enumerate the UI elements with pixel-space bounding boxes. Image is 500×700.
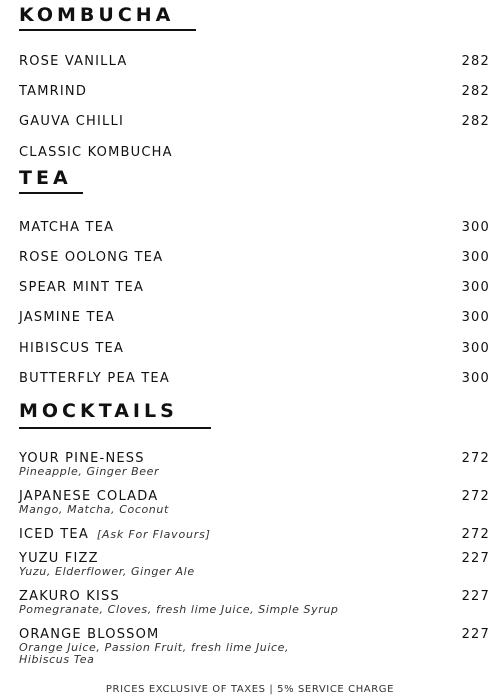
item-name: SPEAR MINT TEA — [19, 280, 145, 295]
menu-item — [19, 489, 490, 516]
item-price: 300 — [461, 341, 490, 356]
section-title-tea: TEA — [19, 167, 72, 189]
menu-item — [19, 341, 490, 357]
item-description: Pineapple, Ginger Beer — [19, 465, 160, 478]
item-price: 272 — [461, 489, 490, 504]
menu-item — [19, 250, 490, 266]
section-rule-mocktails — [19, 427, 211, 429]
item-description: Orange Juice, Passion Fruit, fresh lime Juice, Hibiscus Tea — [19, 641, 290, 666]
item-name: JASMINE TEA — [19, 310, 116, 325]
item-name — [19, 527, 211, 542]
item-price: 227 — [461, 551, 490, 566]
item-price: 282 — [461, 54, 490, 69]
item-description: Pomegranate, Cloves, fresh lime Juice, Simple Syrup — [19, 603, 339, 616]
item-price: 272 — [461, 451, 490, 466]
item-name: ROSE VANILLA — [19, 54, 128, 69]
item-name: CLASSIC KOMBUCHA — [19, 145, 173, 160]
item-name: JAPANESE COLADA — [19, 489, 159, 504]
menu-item — [19, 551, 490, 578]
item-name: GAUVA CHILLI — [19, 114, 124, 129]
menu-item — [19, 451, 490, 478]
item-name: YUZU FIZZ — [19, 551, 99, 566]
item-description: Yuzu, Elderflower, Ginger Ale — [19, 565, 195, 578]
menu-item — [19, 145, 490, 161]
section-title-mocktails: MOCKTAILS — [19, 400, 178, 422]
item-note: [Ask For Flavours] — [96, 528, 211, 541]
item-price: 272 — [461, 527, 490, 542]
menu-item — [19, 54, 490, 70]
item-price: 282 — [461, 84, 490, 99]
item-name: HIBISCUS TEA — [19, 341, 125, 356]
item-name: BUTTERFLY PEA TEA — [19, 371, 170, 386]
item-price: 227 — [461, 627, 490, 642]
item-price: 300 — [461, 310, 490, 325]
item-price: 282 — [461, 114, 490, 129]
menu-item — [19, 280, 490, 296]
item-name: ORANGE BLOSSOM — [19, 627, 160, 642]
footer-note: PRICES EXCLUSIVE OF TAXES | 5% SERVICE CHARGE — [105, 684, 395, 695]
item-price: 300 — [461, 371, 490, 386]
menu-item — [19, 114, 490, 130]
item-price: 300 — [461, 250, 490, 265]
menu-item — [19, 310, 490, 326]
item-name: YOUR PINE-NESS — [19, 451, 145, 466]
menu-item — [19, 589, 490, 616]
item-name-text: ICED TEA — [19, 527, 89, 542]
menu-item — [19, 527, 490, 543]
item-description: Mango, Matcha, Coconut — [19, 503, 169, 516]
item-price: 227 — [461, 589, 490, 604]
menu-item — [19, 84, 490, 100]
menu-item — [19, 371, 490, 387]
item-name: TAMRIND — [19, 84, 88, 99]
item-price: 300 — [461, 220, 490, 235]
item-name: ZAKURO KISS — [19, 589, 120, 604]
section-rule-kombucha — [19, 29, 196, 31]
section-rule-tea — [19, 192, 83, 194]
menu-item — [19, 627, 490, 666]
item-name: ROSE OOLONG TEA — [19, 250, 164, 265]
menu-item — [19, 220, 490, 236]
item-name: MATCHA TEA — [19, 220, 115, 235]
item-price: 300 — [461, 280, 490, 295]
section-title-kombucha: KOMBUCHA — [19, 4, 175, 26]
